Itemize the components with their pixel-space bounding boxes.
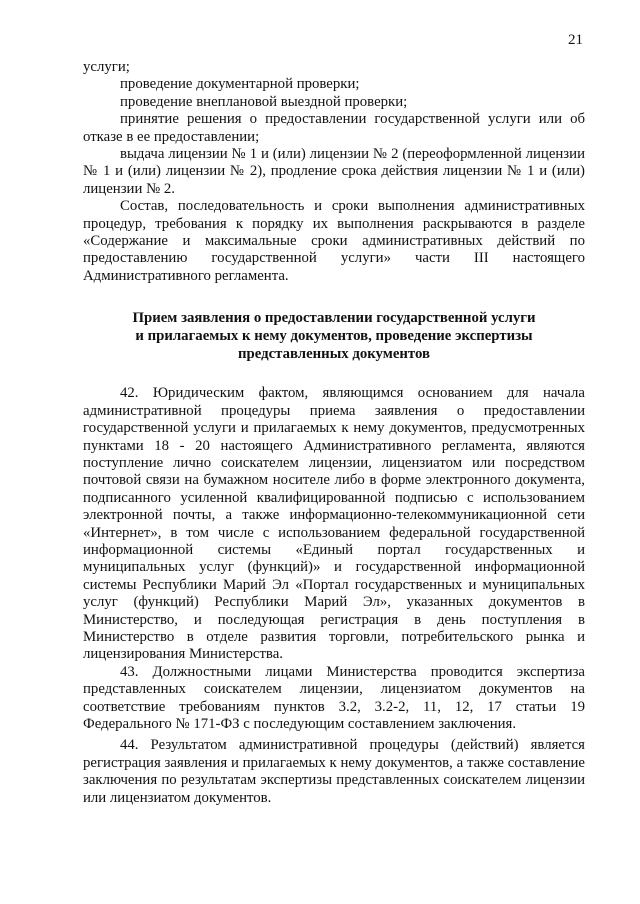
paragraph-documentary-check: проведение документарной проверки; — [120, 76, 360, 93]
paragraph-44: 44. Результатом административной процедуры (действий) является регистрация заявления и прилагаемых к нему документов, а также составление заключения по результатам экспертизы представленных соискателем лицензии или лицензиатом документов. — [83, 737, 585, 806]
section-heading-line-2: и прилагаемых к нему документов, проведение экспертизы — [135, 328, 533, 345]
section-heading — [83, 309, 585, 363]
section-heading-line-3: представленных документов — [237, 346, 431, 363]
section-heading-line-1: Прием заявления о предоставлении государственной услуги — [132, 310, 536, 327]
paragraph-42: 42. Юридическим фактом, являющимся основанием для начала административной процедуры приема заявления о предоставлении государственной услуги и прилагаемых к нему документов, предусмотренных пунктами 18 - 20 настоящего Административного регламента, являются поступление лично соискателем лицензии, лицензиатом или посредством почтовой связи на бумажном носителе либо в форме электронного документа, подписанного усиленной квалифицированной подписью с использованием электронной почты, а также информационно-телекоммуникационной сети «Интернет», в том числе с использованием федеральной государственной информационной системы «Единый портал государственных и муниципальных услуг (функций)» и государственной информационной системы Республики Марий Эл «Портал государственных и муниципальных услуг (функций) Республики Марий Эл», указанных документов в Министерство, и последующая регистрация в день поступления в Министерство в отделе развития торговли, потребительского рынка и лицензирования Министерства. — [83, 385, 585, 663]
page-content — [83, 59, 585, 807]
paragraph-services-end: услуги; — [83, 59, 130, 75]
paragraph-decision: принятие решения о предоставлении государственной услуги или об отказе в ее предоставлении; — [83, 111, 585, 145]
paragraph-unscheduled-check: проведение внеплановой выездной проверки; — [120, 93, 408, 110]
page-number: 21 — [568, 32, 583, 48]
paragraph-license-issue: выдача лицензии № 1 и (или) лицензии № 2 (переоформленной лицензии № 1 и (или) лицензии № 2), продление срока действия лицензии № 1 и (или) лицензии № 2. — [83, 146, 585, 197]
paragraph-43: 43. Должностными лицами Министерства проводится экспертиза представленных соискателем лицензии, лицензиатом документов на соответствие требованиям пунктов 3.2, 3.2-2, 11, 12, 17 статьи 19 Федерального № 171-ФЗ с последующим составлением заключения. — [83, 663, 585, 732]
paragraph-procedures-composition: Состав, последовательность и сроки выполнения административных процедур, требования к порядку их выполнения раскрываются в разделе «Содержание и максимальные сроки административных действий по предоставлению государственной услуги» части III настоящего Административного регламента. — [83, 198, 585, 284]
